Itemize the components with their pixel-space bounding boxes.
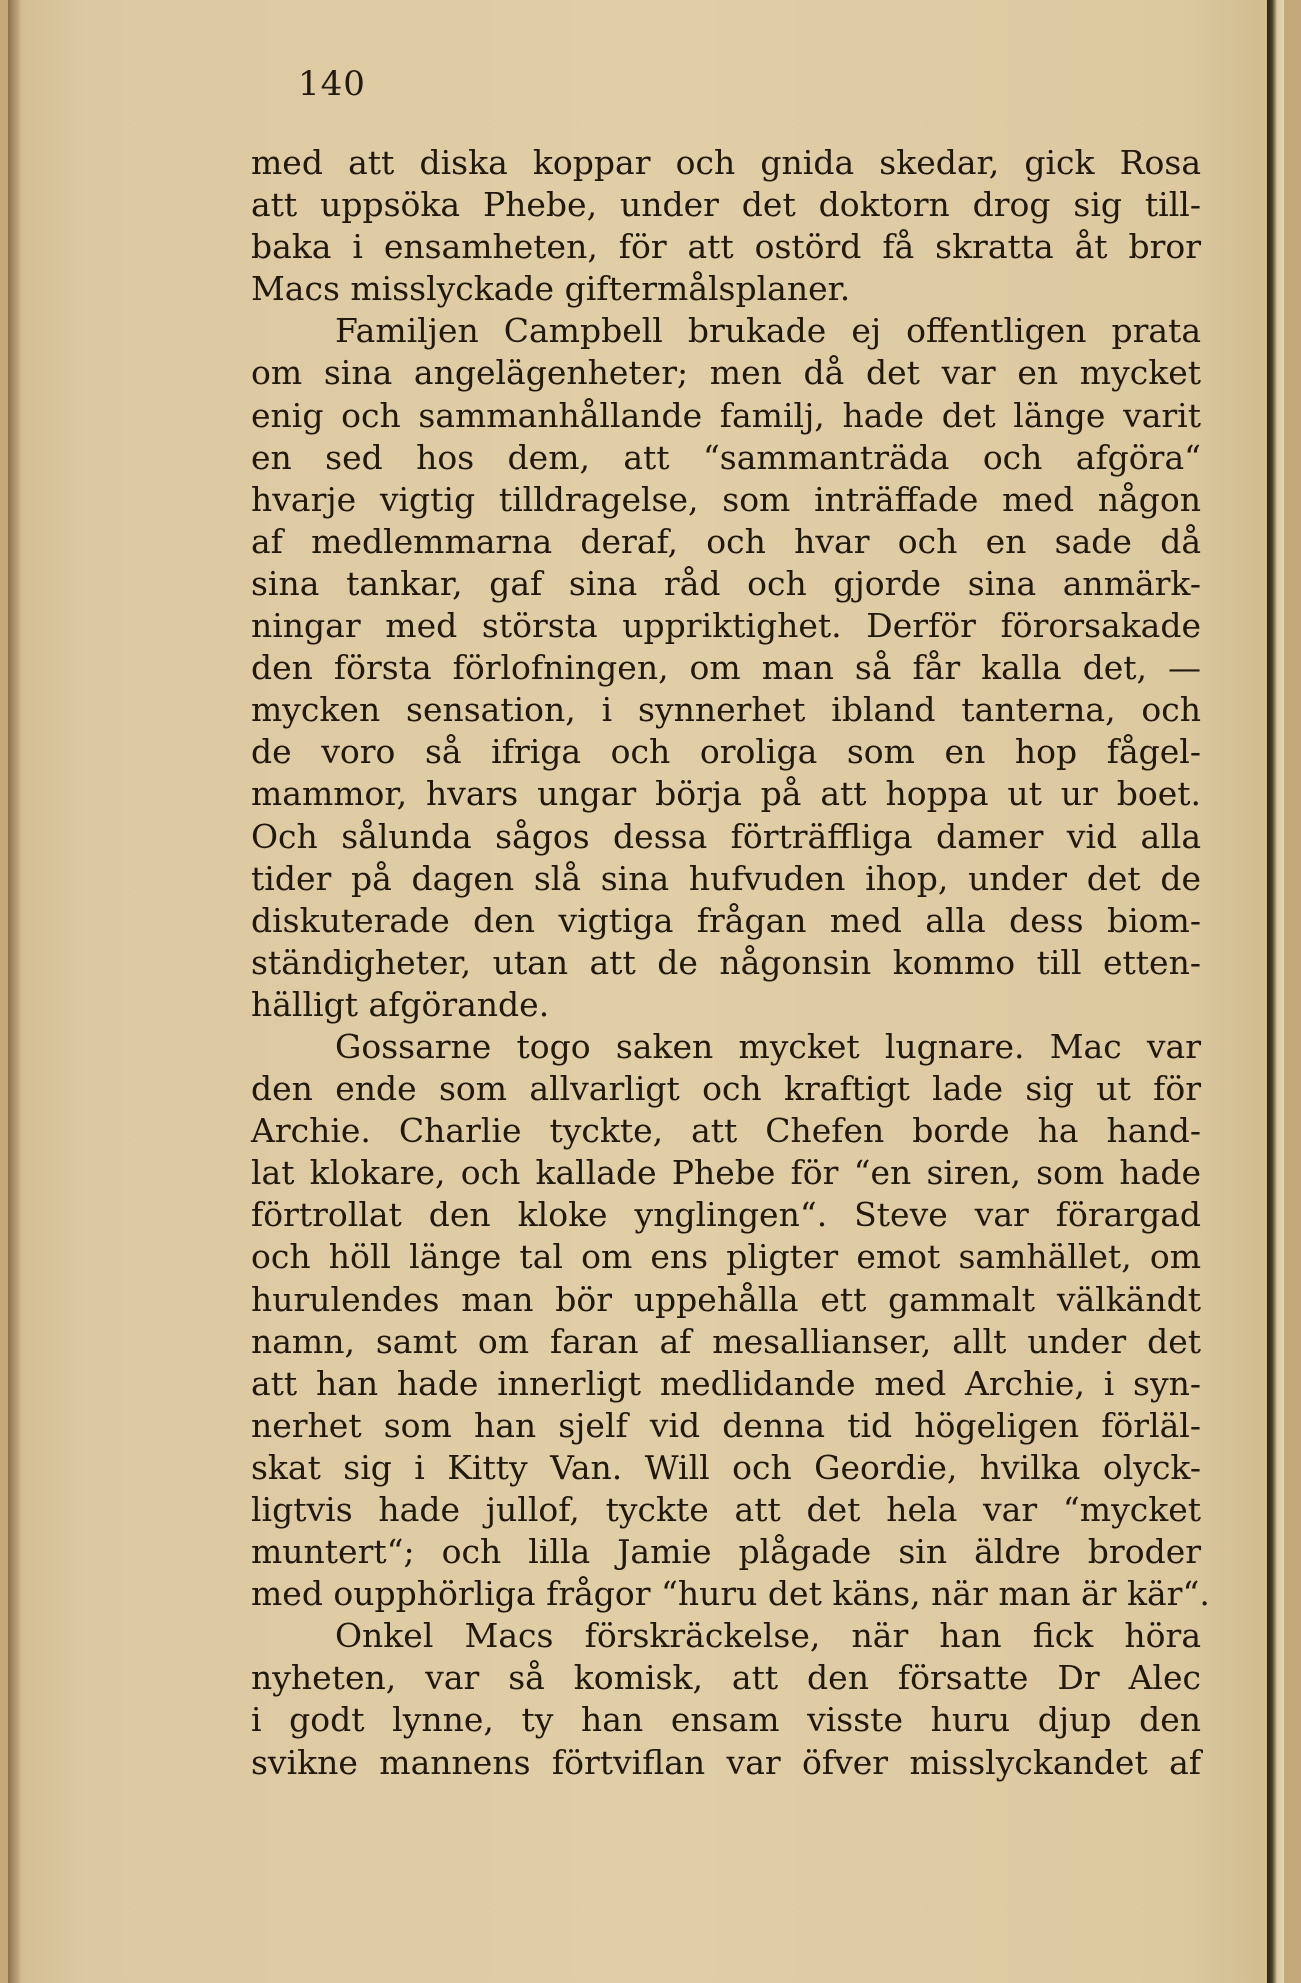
text-line: den första förlofningen, om man så får kalla det, — (251, 648, 1201, 688)
text-line: med att diska koppar och gnida skedar, gick Rosa (251, 143, 1201, 182)
text-line: de voro så ifriga och oroliga som en hop fågel- (251, 732, 1201, 772)
text-line: skat sig i Kitty Van. Will och Geordie, hvilka olyck- (251, 1447, 1201, 1487)
text-line: en sed hos dem, att “sammanträda och afgöra“ (251, 437, 1201, 477)
gutter-shadow (8, 0, 22, 1983)
text-line: hvarje vigtig tilldragelse, som inträffade med någon (251, 479, 1201, 519)
page-number: 140 (298, 64, 366, 104)
text-line: ständigheter, utan att de någonsin kommo till etten- (251, 942, 1201, 982)
page-edge (1267, 0, 1284, 1983)
text-line: och höll länge tal om ens pligter emot samhället, om (251, 1237, 1201, 1277)
text-line: Och sålunda sågos dessa förträffliga damer vid alla (251, 816, 1201, 856)
text-line: Gossarne togo saken mycket lugnare. Mac var (335, 1026, 1201, 1066)
text-line: namn, samt om faran af mesallianser, allt under det (251, 1321, 1201, 1361)
text-line: muntert“; och lilla Jamie plågade sin äldre broder (251, 1532, 1201, 1572)
text-line: af medlemmarna deraf, och hvar och en sade då (251, 521, 1201, 561)
text-line: mycken sensation, i synnerhet ibland tanterna, och (251, 690, 1201, 730)
text-line: ningar med största uppriktighet. Derför förorsakade (251, 606, 1201, 646)
text-line: lat klokare, och kallade Phebe för “en siren, som hade (251, 1153, 1201, 1193)
body-text (251, 142, 1210, 1784)
text-line: baka i ensamheten, för att ostörd få skratta åt bror (251, 227, 1201, 267)
text-line: enig och sammanhållande familj, hade det länge varit (251, 395, 1201, 435)
text-line: Archie. Charlie tyckte, att Chefen borde ha hand- (251, 1111, 1201, 1151)
text-line: förtrollat den kloke ynglingen“. Steve var förargad (251, 1195, 1201, 1235)
text-line: med oupphörliga frågor “huru det käns, när man är kär“. (251, 1574, 1210, 1614)
text-line: nyheten, var så komisk, att den försatte Dr Alec (251, 1658, 1201, 1698)
text-line: tider på dagen slå sina hufvuden ihop, under det de (251, 858, 1201, 898)
book-page (8, 0, 1284, 1983)
text-line: ligtvis hade jullof, tyckte att det hela var “mycket (251, 1490, 1201, 1529)
text-line: svikne mannens förtviflan var öfver misslyckandet af (251, 1742, 1201, 1782)
text-line: att uppsöka Phebe, under det doktorn drog sig till- (251, 185, 1201, 225)
text-line: hälligt afgörande. (251, 984, 550, 1024)
text-line: att han hade innerligt medlidande med Archie, i syn- (251, 1363, 1201, 1403)
text-line: sina tankar, gaf sina råd och gjorde sina anmärk- (251, 563, 1201, 603)
text-line: diskuterade den vigtiga frågan med alla dess biom- (251, 900, 1201, 940)
text-line: den ende som allvarligt och kraftigt lade sig ut för (251, 1069, 1201, 1109)
text-line: mammor, hvars ungar börja på att hoppa ut ur boet. (251, 774, 1201, 814)
text-line: i godt lynne, ty han ensam visste huru djup den (251, 1700, 1201, 1740)
text-line: hurulendes man bör uppehålla ett gammalt välkändt (251, 1279, 1201, 1319)
text-line: Familjen Campbell brukade ej offentligen prata (335, 311, 1201, 351)
text-line: om sina angelägenheter; men då det var en mycket (251, 353, 1201, 393)
text-line: Onkel Macs förskräckelse, när han fick höra (335, 1616, 1201, 1656)
text-line: nerhet som han sjelf vid denna tid högeligen förläl- (251, 1405, 1201, 1445)
text-line: Macs misslyckade giftermålsplaner. (251, 269, 851, 309)
